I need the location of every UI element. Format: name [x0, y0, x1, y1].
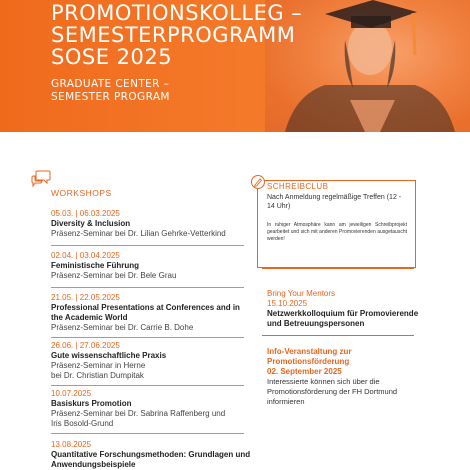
- workshop-title: Quantitative Forschungsmethoden: Grundlagen und Anwendungsbeispiele: [51, 450, 251, 469]
- divider: [51, 287, 244, 288]
- workshop-item: [51, 341, 251, 381]
- workshop-desc: Präsenz-Seminar bei Dr. Lilian Gehrke-Vetterkind: [51, 229, 226, 238]
- workshop-desc: Iris Bosold-Grund: [51, 419, 114, 428]
- mentors-desc: Netzwerkkolloquium für Promovierende und Betreuungspersonen: [267, 309, 419, 328]
- workshop-title: Gute wissenschaftliche Praxis: [51, 351, 167, 360]
- info-event-title: Info-Veranstaltung zur Promotionsförderung: [267, 347, 352, 366]
- hero-banner: [0, 0, 470, 132]
- divider: [51, 433, 244, 434]
- speech-bubble-icon: [31, 170, 51, 188]
- subtitle-line: SEMESTER PROGRAM: [51, 91, 170, 103]
- mentors-date: 15.10.2025: [267, 299, 308, 308]
- subtitle-line: GRADUATE CENTER –: [51, 78, 170, 90]
- title-line: PROMOTIONSKOLLEG –: [51, 1, 303, 25]
- mentors-title: Bring Your Mentors: [267, 289, 336, 298]
- info-event: [267, 347, 427, 407]
- title-line: SEMESTERPROGRAMM: [51, 23, 296, 47]
- page-subtitle: [51, 78, 170, 104]
- workshop-desc: Präsenz-Seminar bei Dr. Carrie B. Dohe: [51, 323, 194, 332]
- workshop-item: [51, 251, 251, 281]
- info-event-desc: Interessierte können sich über die Promotionsförderung der FH Dortmund informieren: [267, 377, 398, 406]
- workshop-desc: Präsenz-Seminar bei Dr. Bele Grau: [51, 271, 177, 280]
- workshop-item: [51, 209, 251, 239]
- divider: [51, 245, 244, 246]
- divider: [51, 385, 244, 386]
- workshop-desc: Präsenz-Seminar bei Dr. Sabrina Raffenberg und: [51, 409, 226, 418]
- workshop-desc: bei Dr. Christian Dumpitak: [51, 371, 144, 380]
- mentors-event: [267, 289, 427, 329]
- schreibclub-text: In ruhiger Atmosphäre kann am jeweiligen Schreibprojekt gearbeitet und sich mit anderen Promovierenden ausgetauscht werden!: [267, 222, 407, 242]
- workshop-title: Feministische Führung: [51, 261, 140, 270]
- workshop-date: 02.04. | 03.04.2025: [51, 251, 120, 260]
- page-title: [51, 2, 302, 68]
- workshop-title: Professional Presentations at Conferences and in the Academic World: [51, 303, 240, 322]
- info-event-date: 02. September 2025: [267, 367, 342, 376]
- pencil-icon: [250, 174, 266, 190]
- workshop-date: 05.03. | 06.03.2025: [51, 209, 120, 218]
- workshop-date: 10.07.2025: [51, 389, 92, 398]
- workshop-item: [51, 389, 251, 429]
- workshop-title: Basiskurs Promotion: [51, 399, 132, 408]
- workshop-date: 26.06. | 27.06.2025: [51, 341, 120, 350]
- workshop-desc: Präsenz-Seminar in Herne: [51, 361, 146, 370]
- divider: [262, 268, 414, 269]
- schreibclub-heading: SCHREIBCLUB: [267, 182, 329, 191]
- title-line: SOSE 2025: [51, 45, 173, 69]
- workshop-date: 13.08.2025: [51, 440, 92, 449]
- workshops-heading: WORKSHOPS: [51, 188, 112, 198]
- workshop-title: Diversity & Inclusion: [51, 219, 131, 228]
- schreibclub-info: Nach Anmeldung regelmäßige Treffen (12 - 14 Uhr): [267, 194, 402, 210]
- divider: [51, 337, 244, 338]
- workshop-date: 21.05. | 22.05.2025: [51, 293, 120, 302]
- workshop-item: [51, 293, 251, 333]
- divider: [262, 335, 414, 336]
- workshop-item: [51, 440, 251, 470]
